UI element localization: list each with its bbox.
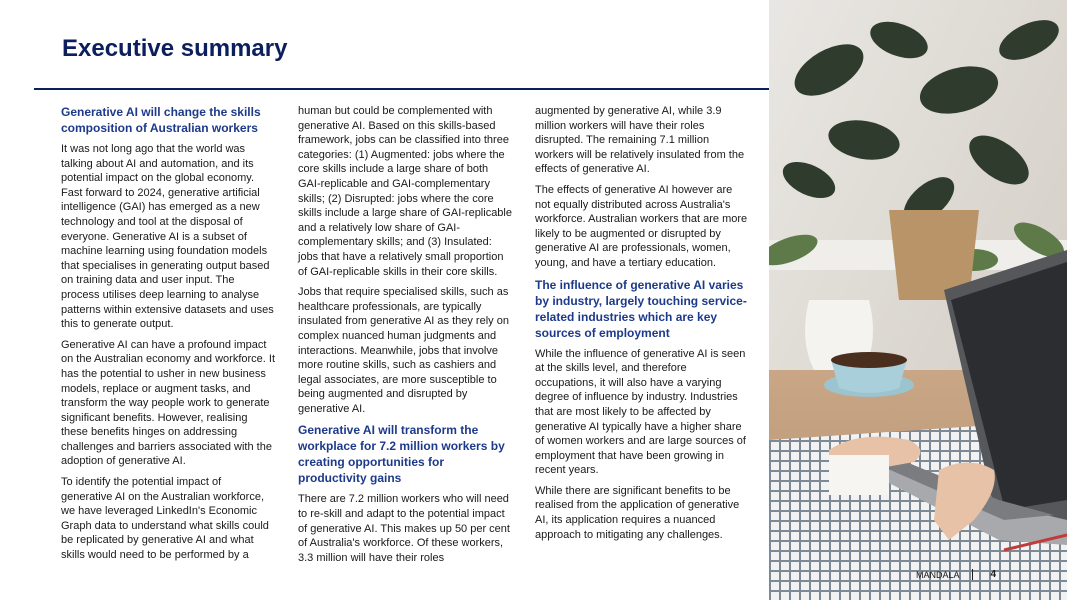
text-column-1: [61, 104, 275, 569]
text-column-3: [535, 104, 749, 548]
laptop-photo: [769, 0, 1067, 600]
section-heading: The influence of generative AI varies by industry, largely touching service-related industries which are key sources of employment: [535, 277, 747, 340]
footer-separator: [972, 569, 973, 580]
paragraph: While there are significant benefits to be realised from the application of generative AI, its application requires a nuanced approach to mitigating any challenges.: [535, 484, 740, 541]
paragraph: Generative AI can have a profound impact on the Australian economy and workforce. It has the potential to usher in new business models, replace or augment tasks, and transform the way people work to generate significant benefits. However, realising these benefits hinges on addressing challenges and barriers associated with the adoption of generative AI.: [61, 338, 276, 468]
paragraph: The effects of generative AI however are not equally distributed across Australia's workforce. Australian workers that are more likely to be augmented or disrupted by generative AI are professionals, women, young, and have a tertiary education.: [535, 183, 748, 269]
page-number: 4: [990, 569, 997, 580]
section-heading: Generative AI will change the skills composition of Australian workers: [61, 105, 261, 135]
section-heading: Generative AI will transform the workplace for 7.2 million workers by creating opportunities for productivity gains: [298, 423, 505, 486]
paragraph: human but could be complemented with generative AI. Based on this skills-based framework, jobs can be classified into three categories: (1) Augmented: jobs where the core skills include a large share of both GAI-replicable and GAI-complementary skills; (2) Disrupted: jobs where the core skills include a large share of GAI-replicable and a relatively low share of GAI-complementary skills; and (3) Insulated: jobs that have a relatively small proportion of GAI-replicable skills in their core skills.: [298, 105, 512, 278]
paragraph: Jobs that require specialised skills, such as healthcare professionals, are typically insulated from generative AI as they rely on complex nuanced human judgments and interactions. Meanwhile, jobs that involve more routine skills, such as cashiers and legal associates, are more susceptible to being augmented and disrupted by generative AI.: [298, 286, 509, 415]
brand-label: MANDALA: [916, 569, 960, 580]
paragraph: While the influence of generative AI is seen at the skills level, and therefore occupations, it will also have a varying degree of influence by industry. Industries that are most likely to be affected by generative AI typically have a higher share of women workers and are large sources of employment that have been growing in recent years.: [535, 347, 746, 477]
title-divider: [34, 88, 769, 90]
paragraph: To identify the potential impact of generative AI on the Australian workforce, we have leveraged LinkedIn's Economic Graph data to understand what skills could be replicated by generative AI and what skills would need to be performed by a: [61, 476, 269, 562]
paragraph: It was not long ago that the world was talking about AI and automation, and its potential impact on the global economy. Fast forward to 2024, generative artificial intelligence (GAI) has emerged as a new technology and tool at the disposal of everyone. Generative AI is a subset of machine learning using foundation models that specialises in generating output based on training data and user input. The process utilises deep learning to analyse patterns within extensive datasets and uses this to generate output.: [61, 143, 274, 331]
page-title: Executive summary: [62, 35, 288, 62]
paragraph: augmented by generative AI, while 3.9 million workers will have their roles disrupted. The remaining 7.1 million workers will be relatively insulated from the effects of generative AI.: [535, 105, 745, 176]
page-footer: [916, 569, 996, 580]
text-column-2: [298, 104, 512, 571]
paragraph: There are 7.2 million workers who will need to re-skill and adapt to the potential impact of generative AI. This makes up 50 per cent of Australia's workforce. Of these workers, 3.3 million will have their roles: [298, 493, 510, 564]
